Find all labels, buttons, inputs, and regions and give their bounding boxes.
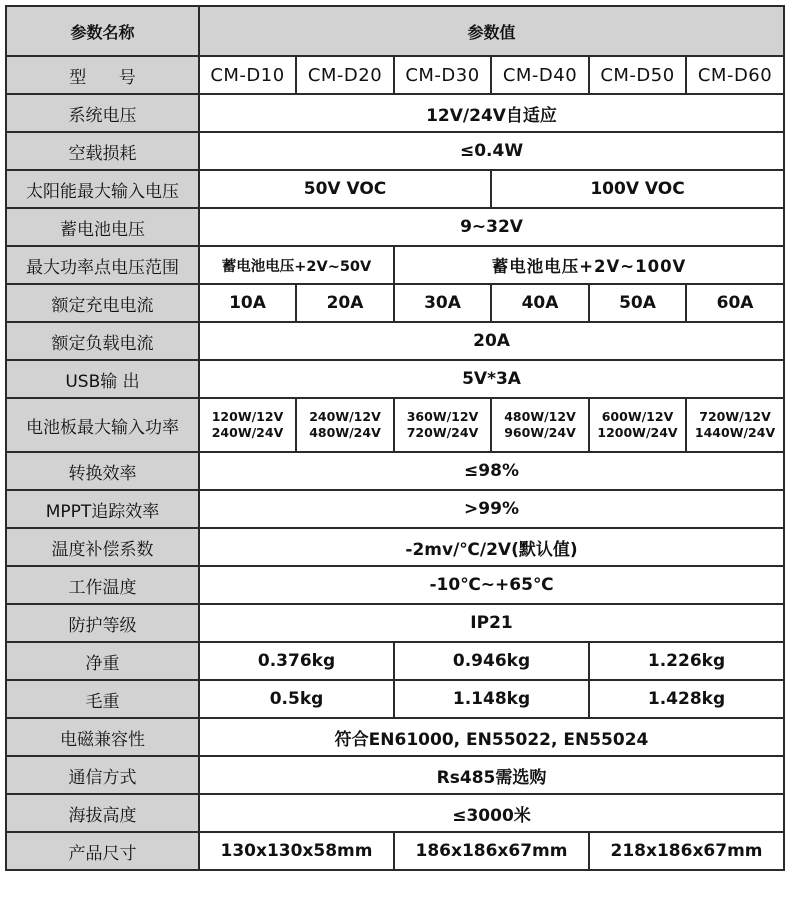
value-max-solar-voltage: 100V VOC (491, 170, 784, 208)
label-usb-output: USB输 出 (6, 360, 199, 398)
label-altitude: 海拔高度 (6, 794, 199, 832)
model-cell: CM-D10 (199, 56, 296, 94)
row-rated-charge-current (6, 284, 784, 322)
value-emc: 符合EN61000, EN55022, EN55024 (199, 718, 784, 756)
value-panel-power (199, 398, 296, 452)
panel-power-12v: 120W/12V (211, 409, 284, 424)
value-net-weight: 0.376kg (199, 642, 394, 680)
label-rated-charge-current: 额定充电电流 (6, 284, 199, 322)
row-mppt-efficiency (6, 490, 784, 528)
header-param-value: 参数值 (199, 6, 784, 56)
value-charge-current: 60A (686, 284, 784, 322)
label-model: 型 号 (6, 56, 199, 94)
value-max-solar-voltage: 50V VOC (199, 170, 491, 208)
row-usb-output (6, 360, 784, 398)
row-dimensions (6, 832, 784, 870)
label-mppt-efficiency: MPPT追踪效率 (6, 490, 199, 528)
label-no-load-loss: 空载损耗 (6, 132, 199, 170)
panel-power-12v: 240W/12V (309, 409, 381, 424)
row-gross-weight (6, 680, 784, 718)
label-operating-temp: 工作温度 (6, 566, 199, 604)
row-battery-voltage (6, 208, 784, 246)
value-protection-grade: IP21 (199, 604, 784, 642)
label-gross-weight: 毛重 (6, 680, 199, 718)
value-usb-output: 5V*3A (199, 360, 784, 398)
value-dimensions: 186x186x67mm (394, 832, 589, 870)
label-protection-grade: 防护等级 (6, 604, 199, 642)
value-mppt-range: 蓄电池电压+2V~100V (394, 246, 784, 284)
value-system-voltage: 12V/24V自适应 (199, 94, 784, 132)
panel-power-24v: 1200W/24V (597, 425, 678, 440)
panel-power-24v: 720W/24V (406, 425, 479, 440)
value-conversion-efficiency: ≤98% (199, 452, 784, 490)
label-emc: 电磁兼容性 (6, 718, 199, 756)
label-dimensions: 产品尺寸 (6, 832, 199, 870)
value-rated-load-current: 20A (199, 322, 784, 360)
value-operating-temp: -10℃~+65℃ (199, 566, 784, 604)
row-protection-grade (6, 604, 784, 642)
value-gross-weight: 0.5kg (199, 680, 394, 718)
model-cell: CM-D40 (491, 56, 589, 94)
label-max-panel-power: 电池板最大输入功率 (6, 398, 199, 452)
model-cell: CM-D50 (589, 56, 686, 94)
value-charge-current: 50A (589, 284, 686, 322)
panel-power-12v: 720W/12V (699, 409, 771, 424)
panel-power-12v: 600W/12V (601, 409, 674, 424)
label-net-weight: 净重 (6, 642, 199, 680)
value-gross-weight: 1.148kg (394, 680, 589, 718)
panel-power-12v: 360W/12V (406, 409, 479, 424)
value-dimensions: 218x186x67mm (589, 832, 784, 870)
panel-power-24v: 240W/24V (211, 425, 284, 440)
row-operating-temp (6, 566, 784, 604)
model-cell: CM-D20 (296, 56, 394, 94)
label-communication: 通信方式 (6, 756, 199, 794)
row-system-voltage (6, 94, 784, 132)
value-panel-power (296, 398, 394, 452)
row-communication (6, 756, 784, 794)
value-charge-current: 10A (199, 284, 296, 322)
value-charge-current: 30A (394, 284, 491, 322)
row-no-load-loss (6, 132, 784, 170)
value-dimensions: 130x130x58mm (199, 832, 394, 870)
label-system-voltage: 系统电压 (6, 94, 199, 132)
row-max-solar-voltage (6, 170, 784, 208)
row-mppt-range (6, 246, 784, 284)
value-no-load-loss: ≤0.4W (199, 132, 784, 170)
row-altitude (6, 794, 784, 832)
row-net-weight (6, 642, 784, 680)
value-panel-power (589, 398, 686, 452)
value-temp-compensation: -2mv/℃/2V(默认值) (199, 528, 784, 566)
row-temp-compensation (6, 528, 784, 566)
label-battery-voltage: 蓄电池电压 (6, 208, 199, 246)
value-gross-weight: 1.428kg (589, 680, 784, 718)
value-net-weight: 0.946kg (394, 642, 589, 680)
panel-power-24v: 1440W/24V (694, 425, 776, 440)
value-altitude: ≤3000米 (199, 794, 784, 832)
row-emc (6, 718, 784, 756)
row-max-panel-power (6, 398, 784, 452)
value-mppt-efficiency: >99% (199, 490, 784, 528)
spec-table (5, 5, 785, 871)
value-battery-voltage: 9~32V (199, 208, 784, 246)
header-row (6, 6, 784, 56)
label-max-solar-voltage: 太阳能最大输入电压 (6, 170, 199, 208)
value-communication: Rs485需选购 (199, 756, 784, 794)
value-panel-power (686, 398, 784, 452)
value-panel-power (491, 398, 589, 452)
panel-power-24v: 480W/24V (309, 425, 381, 440)
row-rated-load-current (6, 322, 784, 360)
value-charge-current: 20A (296, 284, 394, 322)
value-charge-current: 40A (491, 284, 589, 322)
label-rated-load-current: 额定负载电流 (6, 322, 199, 360)
header-param-name: 参数名称 (6, 6, 199, 56)
panel-power-12v: 480W/12V (504, 409, 576, 424)
model-cell: CM-D60 (686, 56, 784, 94)
value-net-weight: 1.226kg (589, 642, 784, 680)
value-panel-power (394, 398, 491, 452)
row-model (6, 56, 784, 94)
label-mppt-range: 最大功率点电压范围 (6, 246, 199, 284)
model-cell: CM-D30 (394, 56, 491, 94)
label-temp-compensation: 温度补偿系数 (6, 528, 199, 566)
value-mppt-range: 蓄电池电压+2V~50V (199, 246, 394, 284)
panel-power-24v: 960W/24V (504, 425, 576, 440)
row-conversion-efficiency (6, 452, 784, 490)
label-conversion-efficiency: 转换效率 (6, 452, 199, 490)
